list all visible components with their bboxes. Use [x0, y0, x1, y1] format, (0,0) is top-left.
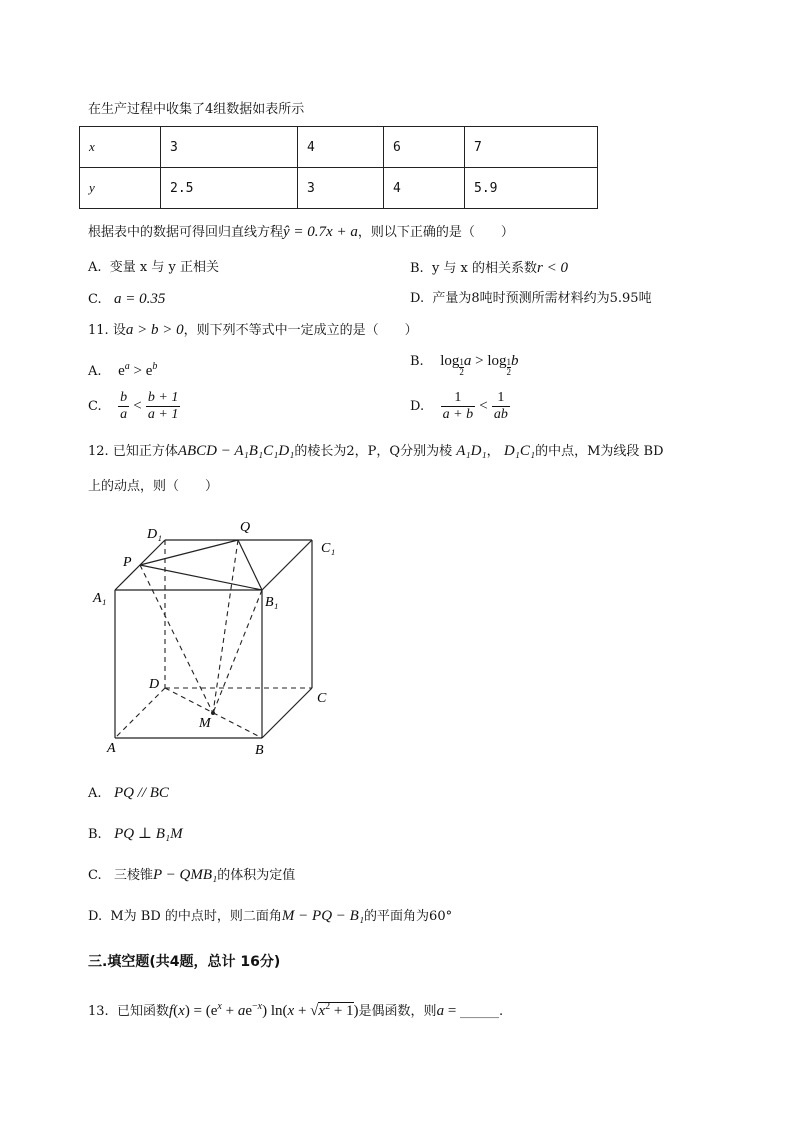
q10-stem-prefix: 根据表中的数据可得回归直线方程 — [88, 225, 284, 240]
option-text: M为 BD 的中点时，则二面角 — [110, 909, 282, 924]
q12-cube-name: ABCD − A₁B₁C₁D₁ — [177, 443, 295, 459]
q10-option-c — [88, 290, 165, 309]
edge-bc — [262, 688, 312, 738]
label-b: B — [255, 743, 264, 758]
label-p: P — [123, 555, 132, 570]
label-d: D — [149, 677, 160, 692]
q11-option-d: D. $\frac{1}{a + b}$ < $\frac{1}{ab}$ — [410, 390, 508, 422]
data-table — [79, 126, 598, 209]
option-math: M − PQ − B₁ — [281, 908, 365, 924]
table-cell: 4 — [298, 127, 384, 168]
q13-stem-prefix: 已知函数 — [116, 1004, 169, 1019]
label-a1: A₁ — [93, 591, 107, 606]
label-d1: D₁ — [147, 527, 162, 542]
intro-text: 在生产过程中收集了4组数据如表所示 — [88, 102, 305, 117]
label-c1: C₁ — [321, 541, 336, 556]
q12-option-d — [88, 907, 452, 926]
q11-stem — [88, 321, 418, 340]
table-row — [80, 127, 598, 168]
option-label: D. — [410, 399, 425, 414]
q11-stem-prefix: 设 — [112, 323, 126, 338]
option-label: B. — [88, 827, 102, 842]
edge-da-hidden — [115, 688, 165, 738]
q10-option-b — [410, 259, 568, 278]
section3-title: 三.填空题(共4题，总计 16分) — [88, 954, 281, 970]
q13-function: $f(x) = (e^x + ae^{-x}) \ln(x + √x^2 + 1)$ — [168, 1001, 359, 1019]
option-label: C. — [88, 868, 102, 883]
segment-qm-hidden — [213, 540, 238, 713]
option-label: D. — [88, 909, 103, 924]
option-label: A. — [88, 786, 102, 801]
option-label: B. — [410, 261, 424, 276]
table-cell: 5.9 — [465, 168, 598, 209]
q10-option-a — [88, 259, 219, 277]
q13-stem: 13. 已知函数$f(x) = (e^x + ae^{-x}) \ln(x + √x^2 + 1)$是偶函数，则a = ______. — [88, 1001, 504, 1019]
option-math: PQ // BC — [113, 785, 169, 801]
option-label: B. — [410, 354, 424, 369]
q12-stem-line2: 上的动点，则（ ） — [88, 479, 219, 494]
table-cell: y — [80, 168, 161, 209]
q13-number: 13. — [88, 1004, 109, 1019]
q11-stem-suffix: ，则下列不等式中一定成立的是（ ） — [183, 323, 418, 338]
option-text: 的平面角为60° — [364, 909, 453, 924]
q10-equation: ŷ = 0.7x + a — [283, 224, 358, 240]
edge-c1b1 — [262, 540, 312, 590]
cube-figure — [85, 510, 355, 760]
option-math: r < 0 — [537, 260, 568, 276]
option-label: C. — [88, 292, 102, 307]
option-math: PQ ⊥ B₁M — [114, 826, 183, 842]
q12-option-c — [88, 866, 295, 885]
q11-option-a: A. $e^a > e^b$ — [88, 361, 158, 379]
segment-qb1 — [238, 540, 262, 590]
label-b1: B₁ — [265, 595, 279, 610]
q12-text: ， — [486, 444, 500, 459]
q10-option-d — [410, 290, 652, 308]
q12-edge: D₁C₁ — [503, 443, 536, 459]
segment-b1m-hidden — [213, 590, 262, 713]
option-label: A. — [88, 260, 102, 275]
q12-option-b — [88, 825, 183, 844]
option-label: D. — [410, 291, 425, 306]
option-text: y 与 x 的相关系数 — [431, 261, 538, 276]
table-cell: 3 — [298, 168, 384, 209]
segment-pb1 — [140, 565, 262, 590]
q13-stem-suffix: 是偶函数，则 — [358, 1004, 437, 1019]
option-math: P − QMB₁ — [153, 867, 218, 883]
q11-number: 11. — [88, 323, 109, 338]
table-cell: 7 — [465, 127, 598, 168]
option-text: 变量 x 与 y 正相关 — [109, 260, 220, 275]
q12-text: 的中点，M为线段 BD — [535, 444, 664, 459]
label-c: C — [317, 691, 327, 706]
table-cell: 2.5 — [161, 168, 298, 209]
point-m — [211, 711, 215, 715]
q12-edge: A₁D₁ — [456, 443, 487, 459]
label-a: A — [107, 741, 116, 756]
q10-stem — [88, 223, 514, 242]
table-cell: 6 — [384, 127, 465, 168]
q12-option-a — [88, 784, 169, 803]
answer-blank[interactable]: ______. — [460, 1004, 504, 1019]
option-text: 三棱锥 — [114, 868, 154, 883]
option-label: C. — [88, 399, 102, 414]
q11-option-b: B. log $\frac{1}{2}$ a > log $\frac{1}{2}$ b — [410, 353, 519, 377]
q12-number: 12. — [88, 444, 109, 459]
q11-option-c: C. $\frac{b}{a}$ < $\frac{b + 1}{a + 1}$ — [88, 390, 179, 422]
q12-text: 的棱长为2，P，Q分别为棱 — [294, 444, 453, 459]
table-cell: 4 — [384, 168, 465, 209]
option-math: a = 0.35 — [114, 291, 166, 307]
option-text: 的体积为定值 — [217, 868, 296, 883]
option-label: A. — [88, 364, 102, 379]
option-text: 产量为8吨时预测所需材料约为5.95吨 — [432, 291, 652, 306]
q10-stem-suffix: ，则以下正确的是（ ） — [357, 225, 514, 240]
table-cell: x — [80, 127, 161, 168]
label-m: M — [199, 716, 211, 731]
label-q: Q — [240, 520, 251, 535]
table-row — [80, 168, 598, 209]
q12-text: 已知正方体 — [112, 444, 178, 459]
table-cell: 3 — [161, 127, 298, 168]
q12-stem-line1 — [88, 442, 664, 461]
q11-condition: a > b > 0 — [125, 322, 184, 338]
segment-pq — [140, 540, 238, 565]
